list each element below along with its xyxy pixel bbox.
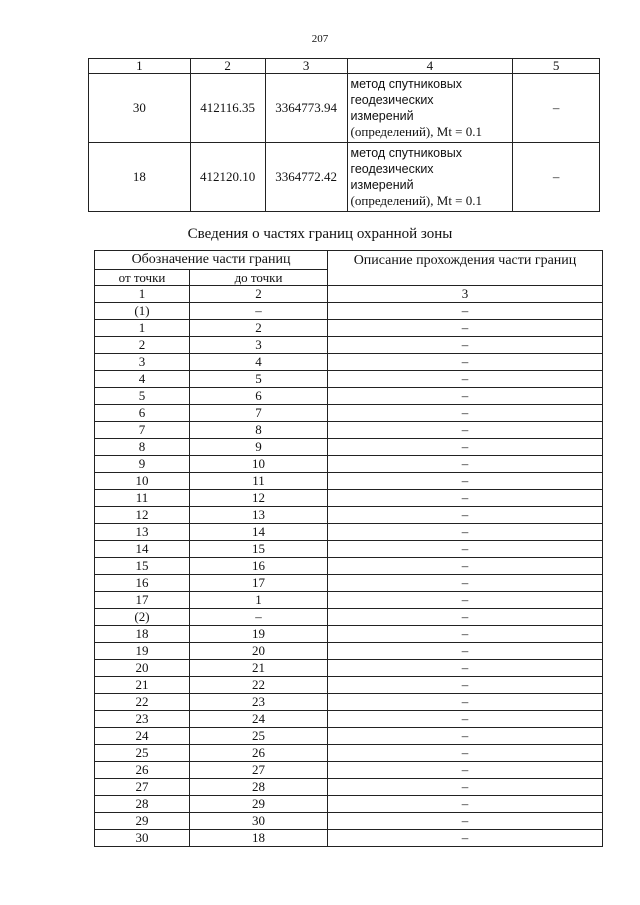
description-cell: –	[328, 541, 603, 558]
to-point-cell: 10	[190, 456, 328, 473]
table-row	[95, 762, 603, 779]
from-point-cell: 25	[95, 745, 190, 762]
table-row	[95, 779, 603, 796]
to-point-cell: 17	[190, 575, 328, 592]
from-point-cell: 9	[95, 456, 190, 473]
from-point-header: от точки	[95, 270, 190, 286]
from-point-cell: 11	[95, 490, 190, 507]
coordinates-row	[89, 143, 600, 212]
table-row	[95, 660, 603, 677]
from-point-cell: 2	[95, 337, 190, 354]
description-cell: –	[328, 507, 603, 524]
description-cell: –	[328, 762, 603, 779]
to-point-cell: –	[190, 609, 328, 626]
column-number-header: 4	[347, 59, 513, 74]
description-cell: –	[328, 575, 603, 592]
from-point-cell: 30	[95, 830, 190, 847]
description-cell: –	[328, 388, 603, 405]
table-row	[95, 388, 603, 405]
from-point-cell: 1	[95, 320, 190, 337]
column-number-header: 3	[265, 59, 347, 74]
method-line: метод спутниковых	[350, 77, 463, 91]
to-point-cell: 18	[190, 830, 328, 847]
from-point-cell: 7	[95, 422, 190, 439]
column-5-value: –	[513, 74, 600, 143]
description-cell: –	[328, 592, 603, 609]
from-point-cell: 29	[95, 813, 190, 830]
description-cell: –	[328, 558, 603, 575]
from-point-cell: 19	[95, 643, 190, 660]
table-row	[95, 507, 603, 524]
to-point-cell: 14	[190, 524, 328, 541]
description-cell: –	[328, 745, 603, 762]
from-point-cell: 3	[95, 354, 190, 371]
table-row	[95, 711, 603, 728]
table-row	[95, 626, 603, 643]
description-cell: –	[328, 609, 603, 626]
from-point-cell: 21	[95, 677, 190, 694]
page-number: 207	[311, 33, 329, 45]
table-row	[95, 303, 603, 320]
to-point-cell: 7	[190, 405, 328, 422]
to-point-cell: 1	[190, 592, 328, 609]
to-point-cell: 29	[190, 796, 328, 813]
point-number: 18	[89, 143, 191, 212]
method-line: измерений	[350, 178, 414, 192]
description-cell: –	[328, 779, 603, 796]
column-5-value: –	[513, 143, 600, 212]
to-point-cell: 5	[190, 371, 328, 388]
from-point-cell: 8	[95, 439, 190, 456]
description-cell: –	[328, 677, 603, 694]
to-point-cell: 25	[190, 728, 328, 745]
from-point-cell: 23	[95, 711, 190, 728]
description-cell: –	[328, 490, 603, 507]
table-row	[95, 643, 603, 660]
description-cell: –	[328, 643, 603, 660]
to-point-cell: 3	[190, 337, 328, 354]
description-cell: –	[328, 371, 603, 388]
x-coordinate: 412116.35	[190, 74, 265, 143]
description-cell: –	[328, 626, 603, 643]
y-coordinate: 3364773.94	[265, 74, 347, 143]
table-row	[95, 473, 603, 490]
from-point-cell: 16	[95, 575, 190, 592]
coordinates-table	[88, 58, 600, 212]
to-point-cell: 24	[190, 711, 328, 728]
description-cell: –	[328, 796, 603, 813]
to-point-cell: 12	[190, 490, 328, 507]
to-point-cell: 30	[190, 813, 328, 830]
to-point-cell: 9	[190, 439, 328, 456]
to-point-cell: 8	[190, 422, 328, 439]
to-point-cell: 23	[190, 694, 328, 711]
to-point-cell: 19	[190, 626, 328, 643]
table-row	[95, 524, 603, 541]
to-point-cell: –	[190, 303, 328, 320]
table-row	[95, 456, 603, 473]
description-cell: –	[328, 354, 603, 371]
from-point-cell: 5	[95, 388, 190, 405]
description-cell: –	[328, 711, 603, 728]
from-point-cell: 27	[95, 779, 190, 796]
to-point-cell: 15	[190, 541, 328, 558]
table-row	[95, 728, 603, 745]
from-point-cell: 4	[95, 371, 190, 388]
table-row	[95, 354, 603, 371]
description-cell: –	[328, 473, 603, 490]
column-number-header: 1	[89, 59, 191, 74]
column-number-header: 5	[513, 59, 600, 74]
y-coordinate: 3364772.42	[265, 143, 347, 212]
parts-header-row	[95, 251, 603, 270]
table-row	[95, 694, 603, 711]
from-point-cell: 14	[95, 541, 190, 558]
boundary-part-designation-header: Обозначение части границ	[95, 251, 328, 270]
table-row	[95, 575, 603, 592]
from-point-cell: 18	[95, 626, 190, 643]
table-row	[95, 609, 603, 626]
method-line: (определений), Mt = 0.1	[350, 124, 483, 139]
to-point-cell: 2	[190, 320, 328, 337]
from-point-cell: 26	[95, 762, 190, 779]
table-row	[95, 320, 603, 337]
point-number: 30	[89, 74, 191, 143]
table-row	[95, 337, 603, 354]
from-point-cell: 24	[95, 728, 190, 745]
boundary-parts-table	[94, 250, 603, 847]
table-row	[95, 422, 603, 439]
table-row	[95, 541, 603, 558]
description-cell: –	[328, 694, 603, 711]
from-point-cell: 6	[95, 405, 190, 422]
from-point-cell: 15	[95, 558, 190, 575]
coordinates-header-row	[89, 59, 600, 74]
to-point-cell: 28	[190, 779, 328, 796]
method-line: метод спутниковых	[350, 146, 463, 160]
from-point-cell: 10	[95, 473, 190, 490]
column-number-header: 2	[190, 59, 265, 74]
to-point-cell: 16	[190, 558, 328, 575]
description-cell: –	[328, 660, 603, 677]
table-row	[95, 677, 603, 694]
coordinates-row	[89, 74, 600, 143]
to-point-cell: 4	[190, 354, 328, 371]
from-point-cell: 13	[95, 524, 190, 541]
to-point-cell: 22	[190, 677, 328, 694]
to-point-cell: 6	[190, 388, 328, 405]
table-row	[95, 745, 603, 762]
table-row	[95, 796, 603, 813]
description-cell: –	[328, 337, 603, 354]
table-row	[95, 813, 603, 830]
description-cell: –	[328, 303, 603, 320]
method-line: (определений), Mt = 0.1	[350, 193, 483, 208]
description-cell: –	[328, 439, 603, 456]
table-row	[95, 405, 603, 422]
description-cell: 3	[328, 286, 603, 303]
table-row	[95, 490, 603, 507]
method-line: геодезических	[350, 162, 434, 176]
to-point-cell: 21	[190, 660, 328, 677]
from-point-cell: (2)	[95, 609, 190, 626]
section-title: Сведения о частях границ охранной зоны	[187, 226, 453, 242]
from-point-cell: (1)	[95, 303, 190, 320]
boundary-description-header: Описание прохождения части границ	[328, 251, 603, 286]
to-point-cell: 11	[190, 473, 328, 490]
table-row	[95, 558, 603, 575]
description-cell: –	[328, 422, 603, 439]
x-coordinate: 412120.10	[190, 143, 265, 212]
from-point-cell: 22	[95, 694, 190, 711]
from-point-cell: 20	[95, 660, 190, 677]
from-point-cell: 28	[95, 796, 190, 813]
description-cell: –	[328, 813, 603, 830]
description-cell: –	[328, 405, 603, 422]
parts-table-body	[95, 286, 603, 847]
to-point-header: до точки	[190, 270, 328, 286]
description-cell: –	[328, 320, 603, 337]
from-point-cell: 1	[95, 286, 190, 303]
method-description	[347, 143, 513, 212]
method-line: измерений	[350, 109, 414, 123]
to-point-cell: 27	[190, 762, 328, 779]
from-point-cell: 17	[95, 592, 190, 609]
to-point-cell: 13	[190, 507, 328, 524]
table-row	[95, 371, 603, 388]
table-row	[95, 286, 603, 303]
description-cell: –	[328, 728, 603, 745]
method-description	[347, 74, 513, 143]
table-row	[95, 439, 603, 456]
table-row	[95, 592, 603, 609]
to-point-cell: 2	[190, 286, 328, 303]
description-cell: –	[328, 456, 603, 473]
to-point-cell: 20	[190, 643, 328, 660]
description-cell: –	[328, 830, 603, 847]
to-point-cell: 26	[190, 745, 328, 762]
method-line: геодезических	[350, 93, 434, 107]
from-point-cell: 12	[95, 507, 190, 524]
description-cell: –	[328, 524, 603, 541]
table-row	[95, 830, 603, 847]
